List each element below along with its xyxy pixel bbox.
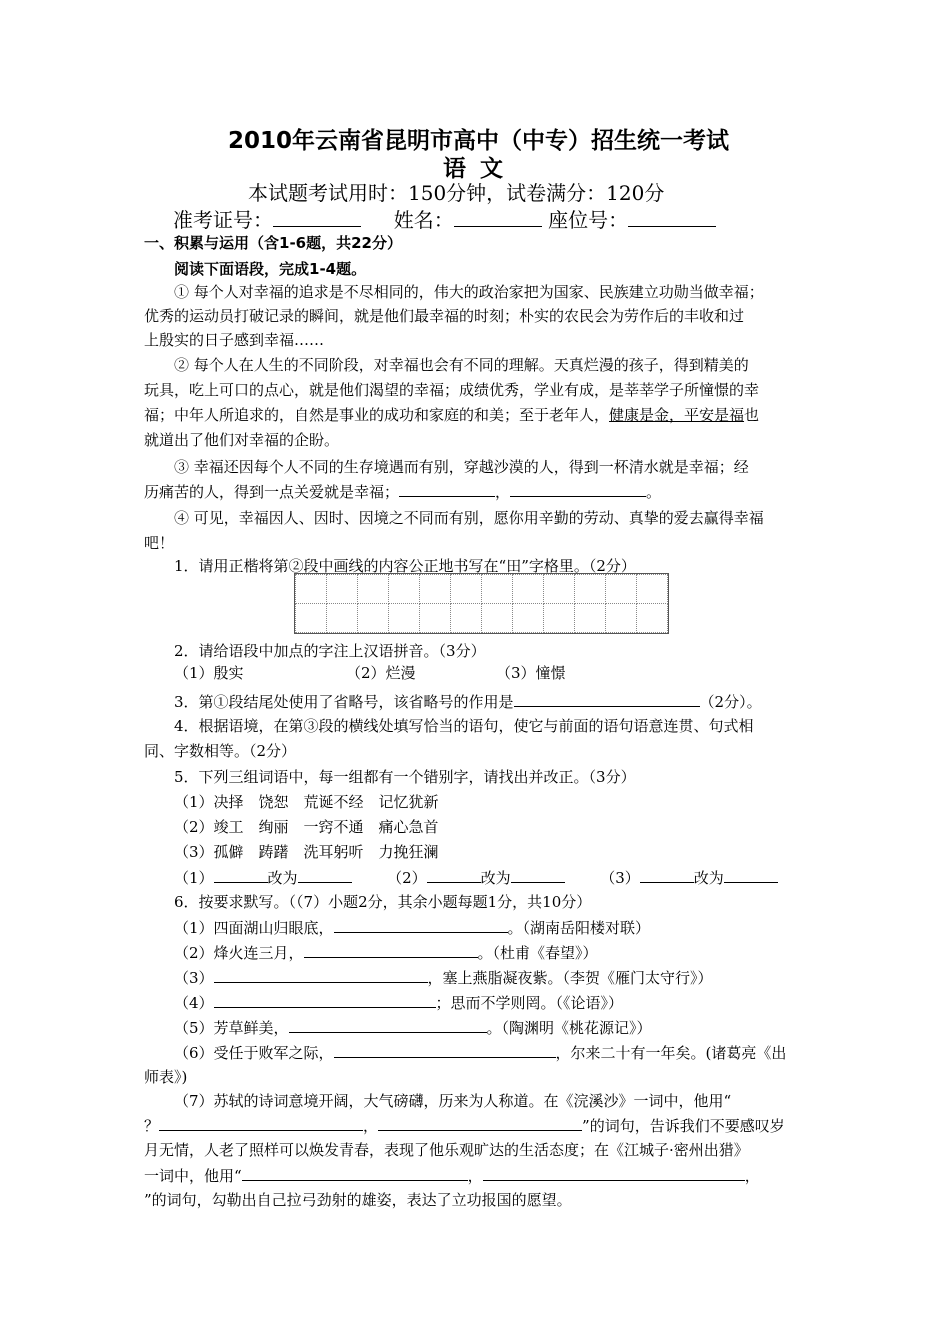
q6-4-post: ；思而不学则罔。（《论语》） <box>435 994 624 1012</box>
q6-7-blank-4[interactable] <box>483 1164 745 1181</box>
q6-item-2 <box>174 941 598 963</box>
q6-2-blank[interactable] <box>304 941 478 958</box>
q5-item-1: （1）决择 饶恕 荒诞不经 记忆犹新 <box>174 793 439 811</box>
para1-line3: 上殷实的日子感到幸福…… <box>144 331 325 349</box>
seat-label: 座位号： <box>548 208 629 232</box>
q2-item-2: （2）烂漫 <box>346 664 416 682</box>
q5-answer-3-wrong[interactable] <box>640 866 694 883</box>
q6-3-post: ，塞上燕脂凝夜紫。（李贺《雁门太守行》） <box>427 969 713 987</box>
q5-answer-2-wrong[interactable] <box>427 866 481 883</box>
question-6: 6．按要求默写。（（7）小题2分，其余小题每题1分，共10分） <box>174 893 592 911</box>
para3-line2-text: 历痛苦的人，得到一点关爱就是幸福； <box>144 483 400 501</box>
para3-comma: ， <box>495 483 511 501</box>
q6-7-comma-3: ， <box>744 1167 760 1185</box>
underlined-phrase: 健康是金，平安是福 <box>609 406 745 424</box>
q5-change-word: 改为 <box>693 869 724 887</box>
q6-7-blank-2[interactable] <box>378 1114 582 1131</box>
question-4-line2: 同、字数相等。（2分） <box>144 742 297 760</box>
q6-3-pre: （3） <box>174 969 214 987</box>
para1-line1: ① 每个人对幸福的追求是不尽相同的，伟大的政治家把为国家、民族建立功勋当做幸福； <box>174 283 764 301</box>
q6-item-1 <box>174 916 650 938</box>
q5-answer-2-right[interactable] <box>511 866 565 883</box>
q6-4-blank[interactable] <box>214 991 436 1008</box>
q5-change-word: 改为 <box>267 869 298 887</box>
name-field[interactable] <box>454 210 542 227</box>
q6-1-post: 。（湖南岳阳楼对联） <box>507 919 651 937</box>
q6-6-pre: （6）受任于败军之际， <box>174 1044 334 1062</box>
question-5: 5．下列三组词语中，每一组都有一个错别字，请找出并改正。（3分） <box>174 768 636 786</box>
para2-line3-text: 福；中年人所追求的，自然是事业的成功和家庭的和美；至于老年人， <box>144 406 610 424</box>
para1-line2: 优秀的运动员打破记录的瞬间，就是他们最幸福的时刻；朴实的农民会为劳作后的丰收和过 <box>144 307 745 325</box>
admission-number-field[interactable] <box>273 210 361 227</box>
q6-7-line4-pre: 一词中，他用“ <box>144 1167 242 1185</box>
q6-5-pre: （5）芳草鲜美， <box>174 1019 289 1037</box>
q5-answer-1-label: （1） <box>174 869 214 887</box>
section-heading: 一、积累与运用（含1-6题，共22分） <box>144 234 402 252</box>
para3-line1: ③ 幸福还因每个人不同的生存境遇而有别，穿越沙漠的人，得到一杯清水就是幸福；经 <box>174 458 749 476</box>
q6-1-pre: （1）四面湖山归眼底， <box>174 919 334 937</box>
para4-line2: 吧！ <box>144 534 175 552</box>
q5-change-word: 改为 <box>480 869 511 887</box>
q6-6-post: ，尔来二十有一年矣。(诸葛亮《出 <box>555 1044 787 1062</box>
question-1: 1．请用正楷将第②段中画线的内容公正地书写在“田”字格里。（2分） <box>174 557 636 575</box>
q6-item-7-line4 <box>144 1164 760 1186</box>
para3-blank-1[interactable] <box>399 480 495 497</box>
q6-item-7-line3: 月无情，人老了照样可以焕发青春，表现了他乐观旷达的生活态度；在《江城子·密州出猎》 <box>144 1141 749 1159</box>
q6-7-comma-2: ， <box>467 1167 483 1185</box>
para2-line2: 玩具，吃上可口的点心，就是他们渴望的幸福；成绩优秀，学业有成，是莘莘学子所憧憬的幸 <box>144 381 760 399</box>
q6-item-3 <box>174 966 713 988</box>
para2-line1: ② 每个人在人生的不同阶段，对幸福也会有不同的理解。天真烂漫的孩子，得到精美的 <box>174 356 749 374</box>
question-4-line1: 4．根据语境，在第③段的横线处填写恰当的语句，使它与前面的语句语意连贯、句式相 <box>174 717 754 735</box>
q3-score: （2分）。 <box>699 693 762 711</box>
name-label: 姓名： <box>393 208 454 232</box>
q6-item-4 <box>174 991 623 1013</box>
q5-answer-1-right[interactable] <box>298 866 352 883</box>
subject-title: 语文 <box>443 156 517 182</box>
tianzige-grid[interactable] <box>294 573 669 634</box>
candidate-info-row <box>173 204 716 233</box>
q6-7-blank-1[interactable] <box>159 1114 363 1131</box>
para2-line3 <box>144 403 759 427</box>
para4-line1: ④ 可见，幸福因人、因时、因境之不同而有别，愿你用辛勤的劳动、真挚的爱去赢得幸福 <box>174 509 764 527</box>
q6-5-post: 。（陶渊明《桃花源记》） <box>486 1019 652 1037</box>
q6-2-pre: （2）烽火连三月， <box>174 944 304 962</box>
q6-7-comma-1: ， <box>363 1117 379 1135</box>
q5-item-2: （2）竣工 绚丽 一窍不通 痛心急首 <box>174 818 439 836</box>
q3-answer-blank[interactable] <box>514 690 700 707</box>
q6-7-line2-post: ”的词句，告诉我们不要感叹岁 <box>582 1117 785 1135</box>
exam-info: 本试题考试用时：150分钟，试卷满分：120分 <box>248 181 665 205</box>
q6-7-qmark: ？ <box>144 1117 160 1135</box>
q6-4-pre: （4） <box>174 994 214 1012</box>
question-2: 2．请给语段中加点的字注上汉语拼音。（3分） <box>174 642 486 660</box>
q5-answer-3-label: （3） <box>600 869 640 887</box>
q6-5-blank[interactable] <box>289 1016 487 1033</box>
para2-line4: 就道出了他们对幸福的企盼。 <box>144 431 340 449</box>
q2-item-3: （3）憧憬 <box>496 664 566 682</box>
q5-answer-3-right[interactable] <box>724 866 778 883</box>
q5-item-3: （3）孤僻 踌躇 洗耳躬听 力挽狂澜 <box>174 843 439 861</box>
q5-answer-1-wrong[interactable] <box>214 866 268 883</box>
q6-item-5 <box>174 1016 652 1038</box>
reading-instruction: 阅读下面语段，完成1-4题。 <box>174 260 367 278</box>
q5-answer-2-label: （2） <box>387 869 427 887</box>
para2-line3-tail: 也 <box>744 406 760 424</box>
admission-label: 准考证号： <box>173 208 273 232</box>
q6-item-7-line2 <box>144 1114 785 1136</box>
q6-item-6-line1 <box>174 1041 786 1063</box>
q2-item-1: （1）殷实 <box>174 664 244 682</box>
para3-period: 。 <box>646 483 662 501</box>
q6-item-7-line1: （7）苏轼的诗词意境开阔，大气磅礴，历来为人称道。在《浣溪沙》一词中，他用“ <box>174 1092 732 1110</box>
seat-number-field[interactable] <box>628 210 716 227</box>
q6-1-blank[interactable] <box>334 916 508 933</box>
q6-6-blank[interactable] <box>334 1041 556 1058</box>
q3-text: 3．第①段结尾处使用了省略号，该省略号的作用是 <box>174 693 514 711</box>
q6-item-7-line5: ”的词句，勾勒出自己拉弓劲射的雄姿，表达了立功报国的愿望。 <box>144 1191 572 1209</box>
q6-3-blank[interactable] <box>214 966 428 983</box>
exam-title: 2010年云南省昆明市高中（中专）招生统一考试 <box>228 128 730 154</box>
para3-line2 <box>144 480 661 504</box>
q5-answer-row <box>174 866 778 888</box>
question-3 <box>174 690 762 712</box>
para3-blank-2[interactable] <box>510 480 646 497</box>
q6-2-post: 。（杜甫《春望》） <box>477 944 598 962</box>
q6-7-blank-3[interactable] <box>242 1164 468 1181</box>
q6-item-6-line2: 师表》) <box>144 1068 188 1086</box>
